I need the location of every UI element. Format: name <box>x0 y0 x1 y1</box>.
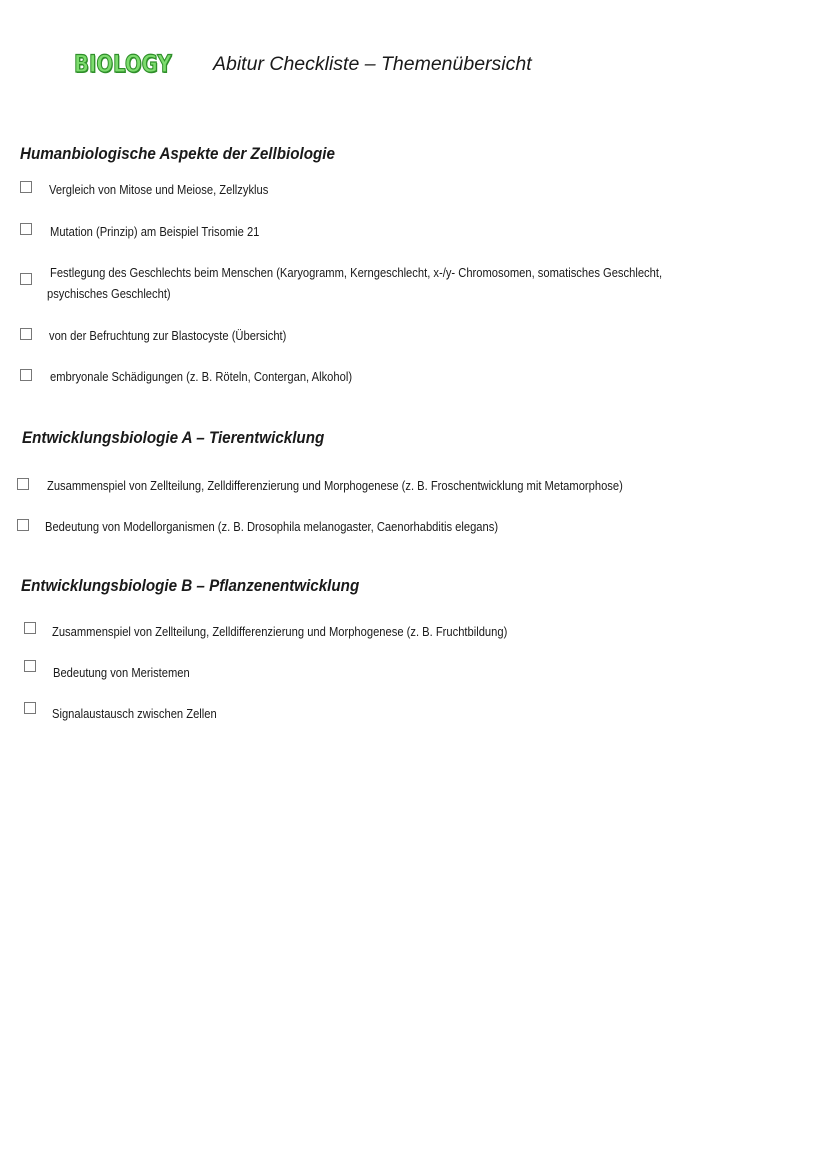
section-title-humanbiologie: Humanbiologische Aspekte der Zellbiologie <box>20 145 335 163</box>
item-text: Signalaustausch zwischen Zellen <box>52 706 217 721</box>
section-title-pflanzenentwicklung: Entwicklungsbiologie B – Pflanzenentwicklung <box>21 577 360 595</box>
item-text: von der Befruchtung zur Blastocyste (Übersicht) <box>49 328 287 343</box>
item-text: Vergleich von Mitose und Meiose, Zellzyklus <box>49 182 269 197</box>
checkbox[interactable] <box>20 223 32 235</box>
item-text: Festlegung des Geschlechts beim Menschen (Karyogramm, Kerngeschlecht, x-/y- Chromosomen, somatisches Geschlecht, <box>50 265 663 280</box>
item-text: Mutation (Prinzip) am Beispiel Trisomie 21 <box>50 224 260 239</box>
checkbox[interactable] <box>20 369 32 381</box>
checkbox[interactable] <box>17 478 29 490</box>
item-text: embryonale Schädigungen (z. B. Röteln, Contergan, Alkohol) <box>50 369 353 384</box>
checkbox[interactable] <box>20 328 32 340</box>
section-title-tierentwicklung: Entwicklungsbiologie A – Tierentwicklung <box>22 429 325 447</box>
item-text: Zusammenspiel von Zellteilung, Zelldifferenzierung und Morphogenese (z. B. Fruchtbildung) <box>52 624 508 639</box>
item-text: Zusammenspiel von Zellteilung, Zelldifferenzierung und Morphogenese (z. B. Froschentwicklung mit Metamorphose) <box>47 478 623 493</box>
item-text: Bedeutung von Meristemen <box>53 665 190 680</box>
checkbox[interactable] <box>24 622 36 634</box>
checkbox[interactable] <box>20 181 32 193</box>
item-text: Bedeutung von Modellorganismen (z. B. Drosophila melanogaster, Caenorhabditis elegans) <box>45 519 499 534</box>
page-title: Abitur Checkliste – Themenübersicht <box>213 53 532 75</box>
checkbox[interactable] <box>17 519 29 531</box>
checkbox[interactable] <box>24 702 36 714</box>
biology-logo: BIOLOGY <box>74 50 172 78</box>
checkbox[interactable] <box>20 273 32 285</box>
item-text-continuation: psychisches Geschlecht) <box>47 286 171 301</box>
checkbox[interactable] <box>24 660 36 672</box>
